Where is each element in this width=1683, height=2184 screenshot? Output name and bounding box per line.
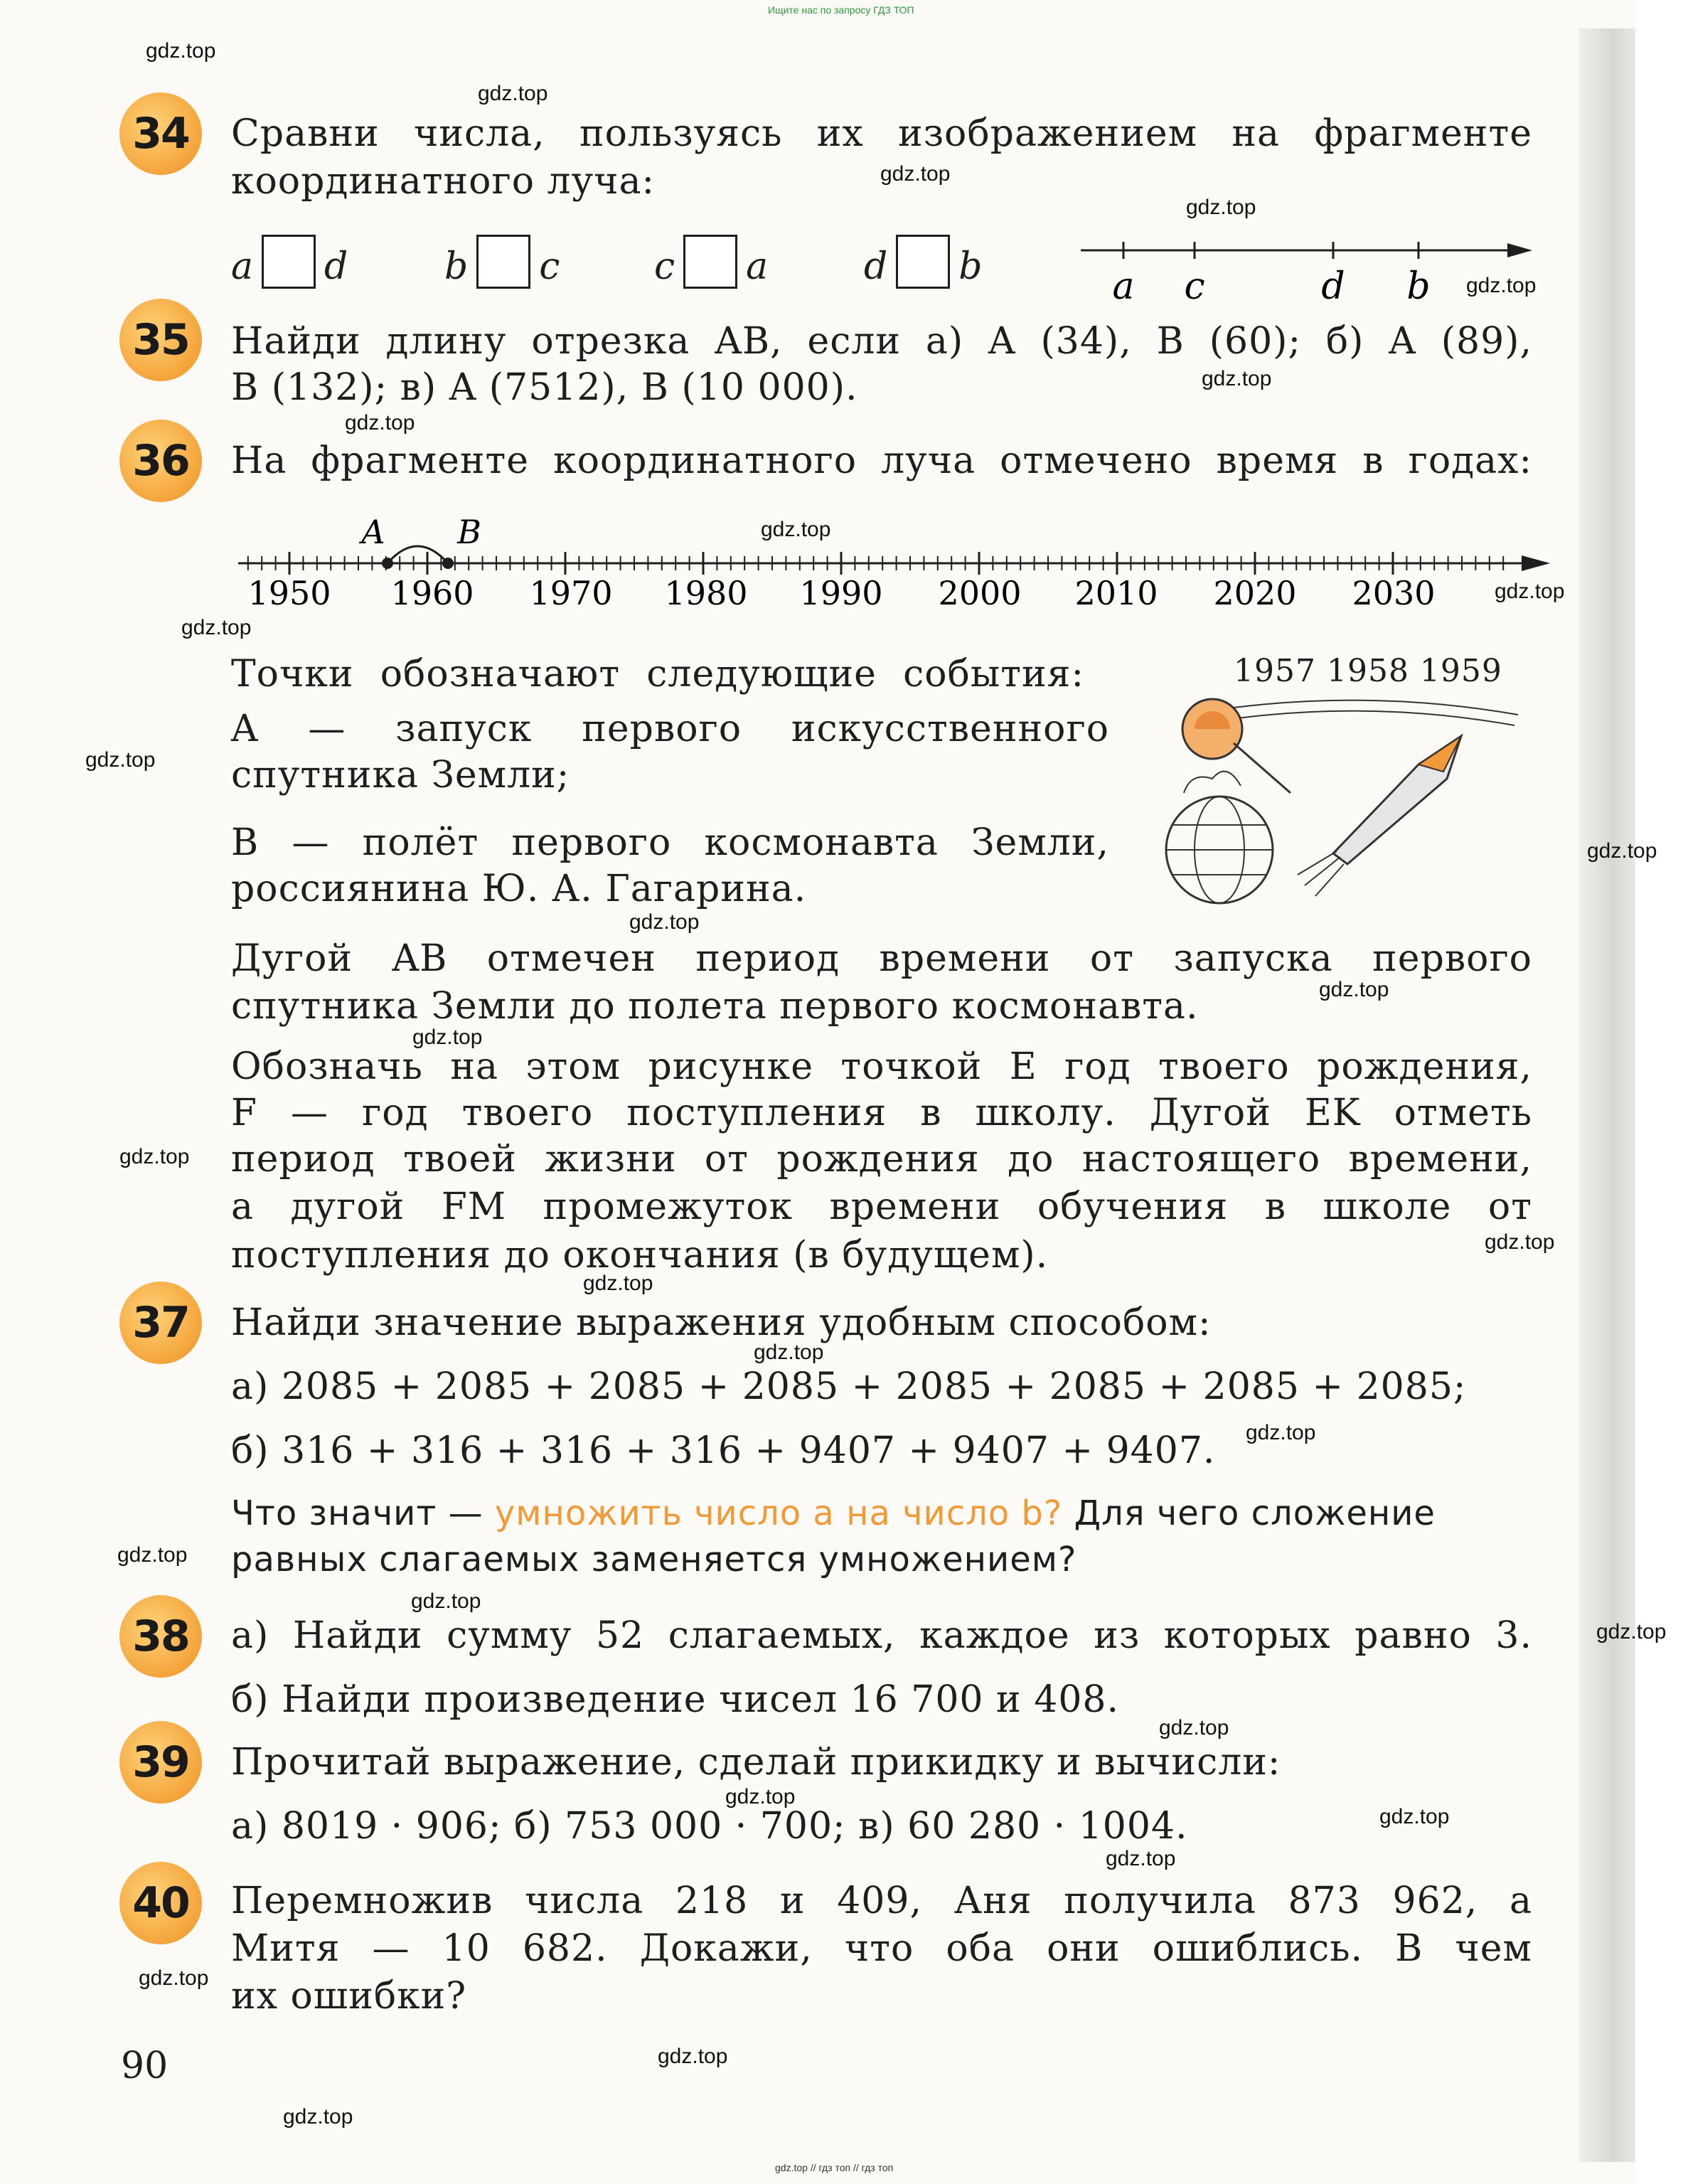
task-36-text: Точки обозначают следующие события:: [231, 653, 1084, 696]
year-label: 1990: [799, 574, 883, 612]
watermark: gdz.top: [1596, 1620, 1667, 1644]
comparison-left: b: [444, 245, 469, 288]
task-number-badge: 40: [119, 1862, 202, 1944]
task-36-text: B — полёт первого космонавта Земли,: [231, 821, 1109, 864]
ray-label: d: [1321, 265, 1345, 308]
watermark: gdz.top: [345, 411, 415, 435]
footer-note: gdz.top // гдз топ // гдз топ: [775, 2162, 894, 2173]
watermark: gdz.top: [119, 1145, 190, 1168]
watermark: gdz.top: [1495, 580, 1565, 603]
page-number: 90: [121, 2045, 169, 2087]
year-label: 2000: [938, 574, 1022, 612]
task-34-text: координатного луча:: [231, 160, 656, 203]
task-34-text: Сравни числа, пользуясь их изображением на фрагменте: [231, 112, 1532, 155]
comparison-right: b: [958, 245, 983, 288]
comparison-answer-box[interactable]: [896, 235, 950, 289]
task-40-text: Перемножив числа 218 и 409, Аня получила 873 962, а: [231, 1880, 1532, 1922]
task-37-a: а) 2085 + 2085 + 2085 + 2085 + 2085 + 2085 + 2085 + 2085;: [231, 1365, 1467, 1408]
task-37-b: б) 316 + 316 + 316 + 316 + 9407 + 9407 + 9407.: [231, 1429, 1216, 1472]
comparison-item: [654, 235, 768, 289]
watermark: gdz.top: [117, 1543, 188, 1567]
task-37-text: Найди значение выражения удобным способом:: [231, 1301, 1212, 1344]
task-36-text: поступления до окончания (в будущем).: [231, 1234, 1049, 1277]
watermark: gdz.top: [880, 162, 951, 186]
task-36-text: период твоей жизни от рождения до настоящего времени,: [231, 1138, 1532, 1181]
question-highlight: умножить число a на число b?: [494, 1493, 1063, 1533]
watermark: gdz.top: [411, 1589, 481, 1613]
year-label: 2030: [1352, 574, 1436, 612]
watermark: gdz.top: [85, 748, 156, 772]
task-37-question: равных слагаемых заменяется умножением?: [231, 1540, 1077, 1580]
task-38-a: а) Найди сумму 52 слагаемых, каждое из которых равно 3.: [231, 1614, 1532, 1657]
watermark: gdz.top: [725, 1785, 796, 1809]
task-40-text: Митя — 10 682. Докажи, что оба они ошиблись. В чем: [231, 1927, 1532, 1970]
illustration-years: 1957 1958 1959: [1234, 653, 1502, 689]
watermark: gdz.top: [283, 2105, 353, 2129]
task-36-text: россиянина Ю. А. Гагарина.: [231, 868, 807, 910]
ray-label: b: [1406, 265, 1431, 308]
comparison-left: d: [864, 245, 888, 288]
point-b-label: B: [457, 513, 481, 551]
task-36-text: F — год твоего поступления в школу. Дугой EK отметь: [231, 1092, 1532, 1134]
question-text: Для чего сложение: [1062, 1493, 1436, 1533]
comparison-item: [864, 235, 983, 289]
task-36-text: спутника Земли;: [231, 754, 570, 797]
watermark: gdz.top: [1466, 274, 1537, 297]
task-number-badge: 34: [119, 92, 202, 175]
task-39-text: Прочитай выражение, сделай прикидку и вычисли:: [231, 1741, 1281, 1784]
watermark: gdz.top: [1202, 367, 1272, 390]
coordinate-ray-34: [1081, 235, 1536, 313]
satellite-rocket-illustration: [1163, 693, 1532, 907]
watermark: gdz.top: [629, 910, 700, 934]
watermark: gdz.top: [583, 1272, 653, 1295]
year-label: 1970: [529, 574, 613, 612]
comparison-right: a: [746, 245, 769, 288]
task-37-question: [231, 1493, 1436, 1533]
comparison-right: d: [324, 245, 348, 288]
watermark: gdz.top: [1159, 1716, 1229, 1740]
task-number-badge: 35: [119, 299, 202, 381]
watermark: gdz.top: [1246, 1421, 1316, 1444]
comparison-left: a: [231, 245, 254, 288]
task-36-text: A — запуск первого искусственного: [231, 708, 1109, 750]
watermark: gdz.top: [181, 616, 252, 639]
comparison-answer-box[interactable]: [262, 235, 316, 289]
header-note: Ищите нас по запросу ГДЗ ТОП: [768, 4, 914, 16]
task-number-badge: 38: [119, 1595, 202, 1678]
watermark: gdz.top: [139, 1966, 209, 1990]
comparison-item: [231, 235, 348, 289]
task-36-text: а дугой FM промежуток времени обучения в школе от: [231, 1186, 1532, 1228]
year-label: 2010: [1074, 574, 1158, 612]
watermark: gdz.top: [1319, 978, 1389, 1001]
task-35-text: Найди длину отрезка AB, если а) A (34), B (60); б) A (89),: [231, 320, 1532, 363]
watermark: gdz.top: [478, 82, 548, 105]
watermark: gdz.top: [1485, 1230, 1555, 1254]
task-35-text: B (132); в) A (7512), B (10 000).: [231, 366, 858, 409]
task-number-badge: 39: [119, 1721, 202, 1804]
task-36-text: спутника Земли до полета первого космонавта.: [231, 985, 1199, 1028]
timeline-ray: [231, 512, 1554, 626]
question-text: Что значит —: [231, 1493, 495, 1533]
watermark: gdz.top: [1587, 839, 1657, 863]
comparison-answer-box[interactable]: [476, 235, 530, 289]
ray-label: c: [1184, 265, 1205, 308]
task-number-badge: 36: [119, 420, 202, 502]
task-39-items: а) 8019 · 906; б) 753 000 · 700; в) 60 280 · 1004.: [231, 1805, 1188, 1848]
watermark: gdz.top: [146, 39, 216, 63]
comparison-answer-box[interactable]: [683, 235, 737, 289]
watermark: gdz.top: [658, 2045, 728, 2068]
point-a-label: A: [361, 513, 385, 551]
task-36-text: Обозначь на этом рисунке точкой E год твоего рождения,: [231, 1045, 1532, 1088]
comparison-right: c: [539, 245, 560, 288]
task-number-badge: 37: [119, 1282, 202, 1364]
year-label: 1980: [664, 574, 748, 612]
comparison-left: c: [654, 245, 675, 288]
ray-label: a: [1112, 265, 1135, 308]
watermark: gdz.top: [761, 518, 831, 541]
task-36-text: На фрагменте координатного луча отмечено время в годах:: [231, 440, 1532, 482]
year-label: 1950: [247, 574, 331, 612]
watermark: gdz.top: [1106, 1847, 1176, 1870]
watermark: gdz.top: [1186, 196, 1256, 219]
watermark: gdz.top: [754, 1341, 824, 1364]
task-36-text: Дугой AB отмечен период времени от запуска первого: [231, 937, 1532, 980]
task-38-b: б) Найди произведение чисел 16 700 и 408.: [231, 1678, 1120, 1721]
task-40-text: их ошибки?: [231, 1975, 467, 2018]
year-label: 2020: [1213, 574, 1297, 612]
watermark: gdz.top: [1379, 1805, 1450, 1828]
watermark: gdz.top: [412, 1026, 483, 1049]
page-binding-shadow: [1578, 28, 1635, 2162]
comparison-item: [444, 235, 560, 289]
year-label: 1960: [390, 574, 474, 612]
